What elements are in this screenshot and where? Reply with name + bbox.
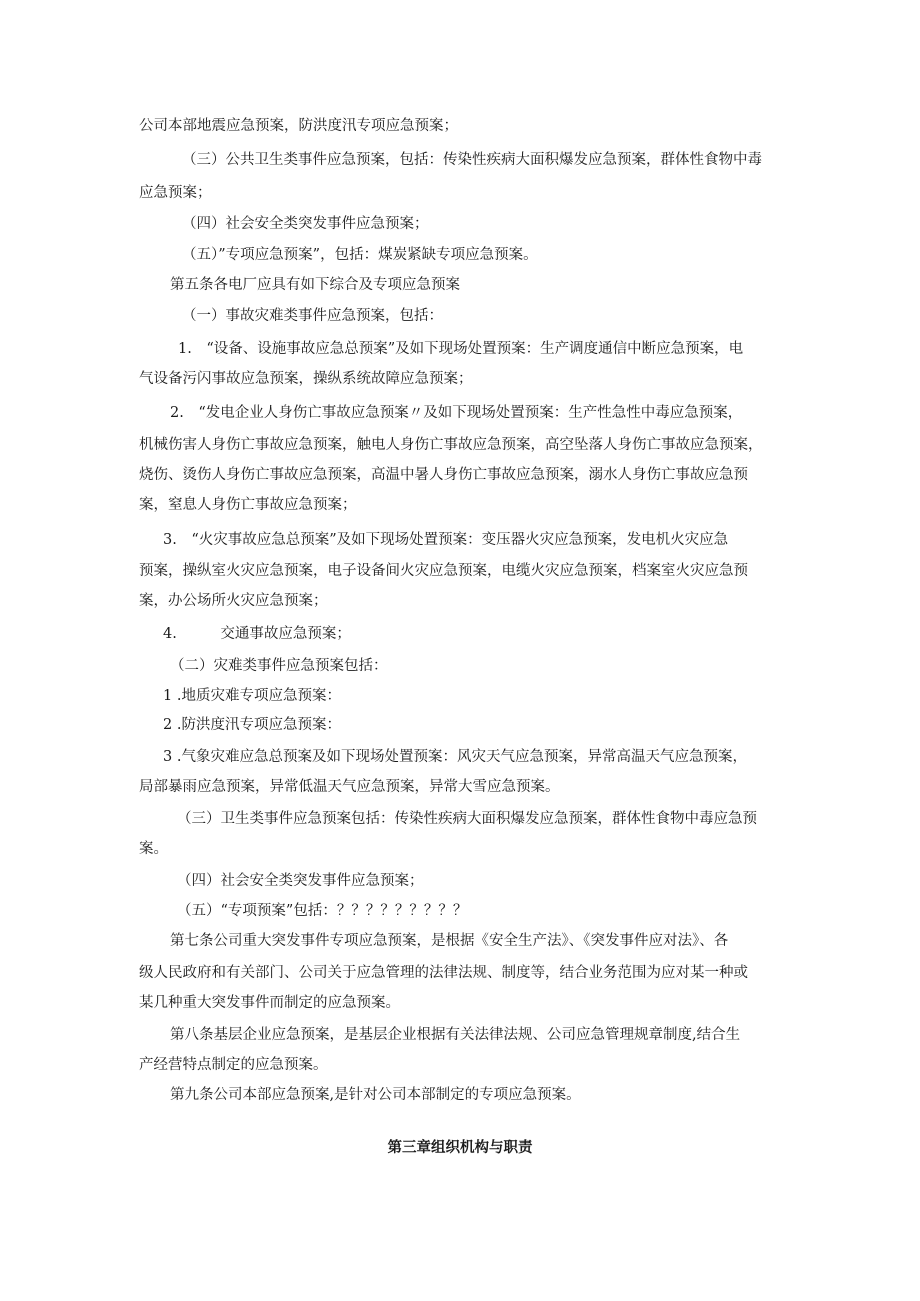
article-line: 第五条各电厂应具有如下综合及专项应急预案 — [170, 277, 460, 293]
text-line: 2 .防洪度汛专项应急预案： — [163, 717, 341, 733]
text-line: 预案，操纵室火灾应急预案，电子设备间火灾应急预案，电缆火灾应急预案，档案室火灾应急预 — [139, 563, 748, 579]
text-line: （三）公共卫生类事件应急预案，包括：传染性疾病大面积爆发应急预案，群体性食物中毒 — [182, 152, 762, 168]
text-line: 4. 交通事故应急预案； — [163, 626, 351, 642]
text-line: （五）”专项应急预案”，包括：煤炭紧缺专项应急预案。 — [182, 247, 538, 263]
text-line: 案，办公场所火灾应急预案； — [139, 593, 328, 609]
article-line: 第九条公司本部应急预案,是针对公司本部制定的专项应急预案。 — [170, 1087, 581, 1103]
text-line: 1 .地质灾难专项应急预案： — [163, 688, 341, 704]
text-line: 局部暴雨应急预案，异常低温天气应急预案，异常大雪应急预案。 — [139, 779, 560, 795]
text-line: 3 .气象灾难应急总预案及如下现场处置预案：风灾天气应急预案，异常高温天气应急预案， — [163, 749, 747, 765]
text-line: （二）灾难类事件应急预案包括： — [170, 658, 388, 674]
text-line: 公司本部地震应急预案，防洪度汛专项应急预案； — [139, 118, 458, 134]
article-line: 第八条基层企业应急预案，是基层企业根据有关法律法规、公司应急管理规章制度,结合生 — [170, 1027, 741, 1043]
text-line: 机械伤害人身伤亡事故应急预案，触电人身伤亡事故应急预案，高空坠落人身伤亡事故应急预案， — [139, 437, 763, 453]
text-line: 1. “设备、设施事故应急总预案”及如下现场处置预案：生产调度通信中断应急预案，电 — [178, 341, 744, 357]
text-line: 案，窒息人身伤亡事故应急预案； — [139, 497, 357, 513]
article-line: 第七条公司重大突发事件专项应急预案，是根据《安全生产法》、《突发事件应对法》、各 — [170, 933, 729, 949]
text-line: （一）事故灾难类事件应急预案，包括： — [182, 308, 443, 324]
text-line: 应急预案； — [139, 185, 212, 201]
text-line: 烧伤、烫伤人身伤亡事故应急预案，高温中暑人身伤亡事故应急预案，溺水人身伤亡事故应急预 — [139, 467, 748, 483]
text-line: （五）“专项预案”包括：？？？？？？？？？ — [177, 903, 468, 919]
text-line: （四）社会安全类突发事件应急预案； — [182, 216, 429, 232]
text-line: （四）社会安全类突发事件应急预案； — [177, 873, 424, 889]
text-line: 3. “火灾事故应急总预案”及如下现场处置预案：变压器火灾应急预案，发电机火灾应急 — [163, 532, 729, 548]
text-line: （三）卫生类事件应急预案包括：传染性疾病大面积爆发应急预案，群体性食物中毒应急预 — [177, 811, 757, 827]
text-line: 产经营特点制定的应急预案。 — [139, 1057, 328, 1073]
text-line: 某几种重大突发事件而制定的应急预案。 — [139, 995, 400, 1011]
text-line: 级人民政府和有关部门、公司关于应急管理的法律法规、制度等，结合业务范围为应对某一种或 — [139, 965, 748, 981]
chapter-heading: 第三章组织机构与职责 — [387, 1140, 533, 1156]
text-line: 案。 — [139, 841, 168, 857]
text-line: 气设备污闪事故应急预案，操纵系统故障应急预案； — [139, 371, 473, 387]
text-line: 2. “发电企业人身伤亡事故应急预案〃及如下现场处置预案：生产性急性中毒应急预案， — [170, 405, 743, 421]
